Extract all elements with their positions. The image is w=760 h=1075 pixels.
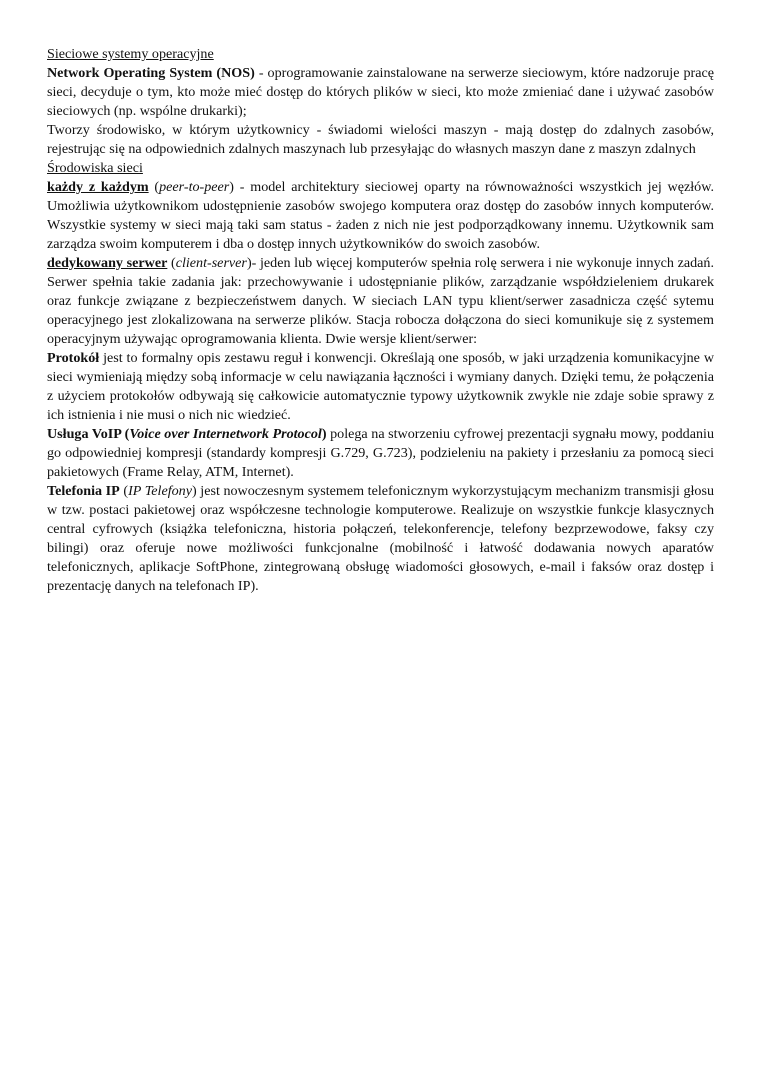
ipt-italic: IP Telefony	[128, 483, 192, 499]
heading-network-environments: Środowiska sieci	[47, 160, 143, 176]
p2p-open: (	[148, 179, 160, 195]
term-nos: Network Operating System (NOS)	[47, 65, 255, 81]
ipt-open: (	[119, 483, 129, 499]
term-ip-telephony: Telefonia IP	[47, 483, 120, 499]
nos-definition: - oprogramowanie zainstalowane na serwerze sieciowym, które nadzoruje pracę sieci, decyduje o tym, kto może mieć dostęp do których plików w sieci, kto może zmieniać dane i używać zasobów sieciowych (np. wspólne drukarki);	[47, 65, 714, 119]
paragraph-client-server	[47, 254, 714, 349]
term-peer-to-peer: każdy z każdym	[47, 179, 149, 195]
paragraph-nos	[47, 64, 714, 121]
p2p-italic: peer-to-peer	[159, 179, 230, 195]
protocol-definition: jest to formalny opis zestawu reguł i konwencji. Określają one sposób, w jaki urządzenia komunikacyjne w sieci wymieniają między sobą informacje w celu nawiązania łączności i wymiany danych. Dzięki temu, że połączenia z użyciem protokołów odbywają się całkowicie automatycznie typowy użytkownik zwykle nie zdaje sobie sprawy z ich istnienia i nie musi o nich nic wiedzieć.	[47, 350, 714, 423]
cs-open: (	[167, 255, 176, 271]
voip-close: )	[321, 426, 327, 442]
heading-network-os: Sieciowe systemy operacyjne	[47, 46, 214, 62]
p2p-definition: ) - model architektury sieciowej oparty na równoważności wszystkich jej węzłów. Umożliwia użytkownikom udostępnienie zasobów swojego komputera oraz dostęp do zasobów innych komputerów. Wszystkie systemy w sieci mają taki sam status - żaden z nich nie jest podporządkowany innemu. Użytkownik sam zarządza swoim komputerem i dba o dostęp innych użytkowników do swoich zasobów.	[47, 179, 714, 252]
paragraph-protocol	[47, 349, 714, 425]
voip-term: Usługa VoIP (	[47, 426, 130, 442]
term-dedicated-server: dedykowany serwer	[47, 255, 168, 271]
paragraph-nos-environment: Tworzy środowisko, w którym użytkownicy - świadomi wielości maszyn - mają dostęp do zdalnych zasobów, rejestrując się na odpowiednich zdalnych maszynach lub przesyłając do własnych maszyn dane z maszyn zdalnych	[47, 122, 714, 157]
paragraph-voip	[47, 425, 714, 482]
term-protocol: Protokół	[47, 350, 100, 366]
document-page	[47, 45, 714, 596]
cs-italic: client-server	[175, 255, 247, 271]
paragraph-ip-telephony	[47, 482, 714, 596]
voip-italic: Voice over Internetwork Protocol	[129, 426, 322, 442]
cs-definition: )- jeden lub więcej komputerów spełnia rolę serwera i nie wykonuje innych zadań. Serwer spełnia takie zadania jak: przechowywanie i udostępnianie plików, zarządzanie współdzieleniem drukarek oraz funkcje związane z bezpieczeństwem danych. W sieciach LAN typu klient/serwer zasadnicza część sytemu operacyjnego jest zlokalizowana na serwerze plików. Stacja robocza dołączona do sieci komunikuje się z systemem operacyjnym używając oprogramowania klienta. Dwie wersje klient/serwer:	[47, 255, 714, 347]
paragraph-peer-to-peer	[47, 178, 714, 254]
voip-definition: polega na stworzeniu cyfrowej prezentacji sygnału mowy, poddaniu go odpowiedniej kompresji (standardy kompresji G.729, G.723), podzieleniu na pakiety i przesłaniu za pomocą sieci pakietowych (Frame Relay, ATM, Internet).	[47, 426, 714, 480]
ipt-definition: ) jest nowoczesnym systemem telefonicznym wykorzystującym mechanizm transmisji głosu w tzw. postaci pakietowej oraz współczesne technologie komputerowe. Realizuje on wszystkie funkcje klasycznych central cyfrowych (książka telefoniczna, historia połączeń, telekonferencje, telefony bezprzewodowe, faksy czy bilingi) oraz oferuje nowe możliwości funkcjonalne (mobilność i łatwość dodawania nowych aparatów telefonicznych, aplikacje SoftPhone, zintegrowaną obsługę wiadomości głosowych, e-mail i faksów oraz dostęp i prezentację danych na telefonach IP).	[47, 483, 714, 594]
term-voip	[47, 426, 327, 442]
